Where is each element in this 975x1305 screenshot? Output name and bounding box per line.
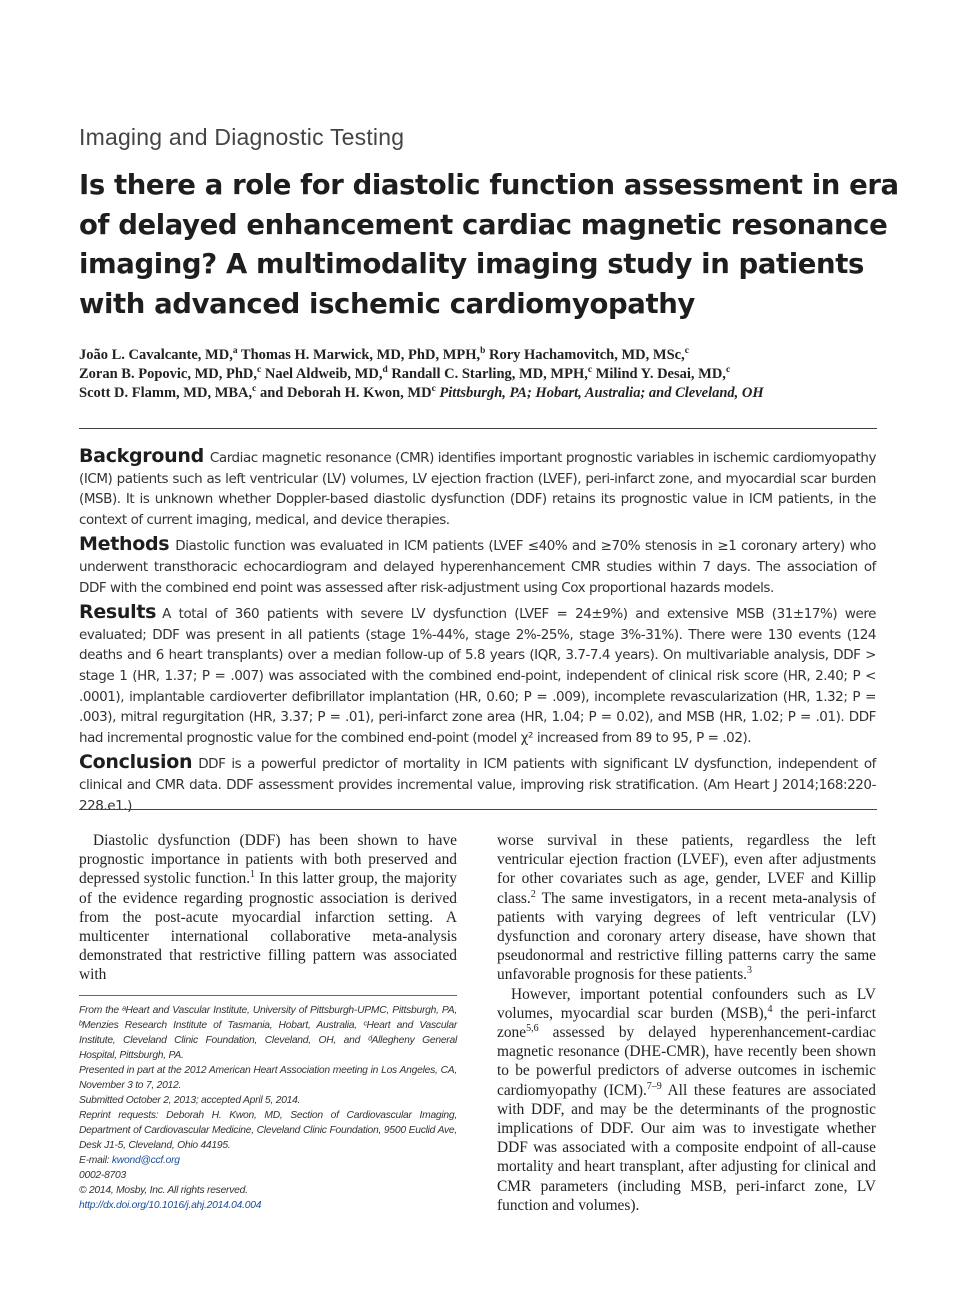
affiliation-marker: c: [257, 365, 262, 376]
email-link[interactable]: kwond@ccf.org: [111, 1155, 180, 1166]
abstract-heading: Background: [79, 445, 204, 467]
abstract-text: Diastolic function was evaluated in ICM patients (LVEF ≤40% and ≥70% stenosis in ≥1 coronary artery) who underwent transthoracic echocardiogram and delayed hyperenhancement CMR studies within 7 days. The association of DDF with the combined end point was assessed after risk-adjustment using Cox proportional hazards models.: [79, 538, 876, 596]
reference-marker[interactable]: 7–9: [646, 1080, 662, 1092]
abstract-text: A total of 360 patients with severe LV dysfunction (LVEF = 24±9%) and extensive MSB (31±17%) were evaluated; DDF was present in all patients (stage 1%-44%, stage 2%-25%, stage 3%-31%). There were 130 events (124 deaths and 6 heart transplants) over a median follow-up of 5.8 years (IQR, 3.7-7.4 years). On multivariable analysis, DDF > stage 1 (HR, 1.37; P = .007) was associated with the combined end-point, independent of clinical risk score (HR, 2.40; P < .0001), implantable cardioverter defibrillator implantation (HR, 0.60; P = .009), incomplete revascularization (HR, 1.32; P = .003), mitral regurgitation (HR, 3.37; P = .01), peri-infarct zone area (HR, 1.04; P = 0.02), and MSB (HR, 1.02; P = .01). DDF had incremental prognostic value for the combined end-point (model χ² increased from 89 to 95, P = .02).: [79, 606, 876, 746]
author-name: Thomas H. Marwick, MD, PhD, MPH,: [237, 347, 481, 363]
footnotes: [79, 1003, 457, 1213]
section-label: Imaging and Diagnostic Testing: [79, 124, 405, 150]
reference-marker[interactable]: 1: [250, 869, 256, 881]
body-text: However, important potential confounders such as LV volumes, myocardial scar burden (MSB),: [497, 985, 876, 1022]
abstract-results: [79, 602, 876, 748]
author-name: João L. Cavalcante, MD,: [79, 347, 233, 363]
doi-link[interactable]: http://dx.doi.org/10.1016/j.ahj.2014.04.004: [79, 1200, 262, 1211]
footnote-email: [79, 1153, 457, 1168]
author-name: Zoran B. Popovic, MD, PhD,: [79, 366, 258, 382]
reference-marker[interactable]: 3: [747, 965, 753, 977]
reference-marker[interactable]: 5,6: [526, 1022, 539, 1034]
article-title: Is there a role for diastolic function assessment in era of delayed enhancement cardiac magnetic resonance imaging? A multimodality imaging study in patients with advanced ischemic cardiomyopathy: [79, 169, 899, 320]
abstract-text: DDF is a powerful predictor of mortality in ICM patients with significant LV dysfunction, independent of clinical and CMR data. DDF assessment provides incremental value, improving risk stratification. (Am Heart J 2014;168:220-228.e1.): [79, 756, 876, 814]
abstract-heading: Conclusion: [79, 751, 193, 774]
abstract-background: [79, 446, 876, 530]
affiliation-marker: a: [232, 346, 238, 357]
author-name: Milind Y. Desai, MD,: [592, 366, 726, 382]
reference-marker[interactable]: 2: [530, 888, 536, 900]
author-name: and Deborah H. Kwon, MD: [256, 385, 432, 401]
body-text: All these features are associated with DDF, and may be the determinants of the prognostic implications of DDF. Our aim was to investigate whether DDF was associated with a composite endpoint of all-cause mortality and heart transplant, after adjusting for clinical and CMR parameters (including MSB, peri-infarct zone, LV function and volumes).: [497, 1081, 877, 1214]
affiliation-marker: c: [684, 346, 689, 357]
abstract-heading: Results: [79, 601, 157, 624]
body-column-left: [79, 831, 457, 985]
affiliation-marker: b: [480, 346, 486, 357]
footnote-submitted: Submitted October 2, 2013; accepted April 5, 2014.: [79, 1095, 301, 1106]
body-column-right: [497, 831, 876, 1215]
affiliation-marker: c: [252, 384, 257, 395]
affiliation-marker: c: [725, 365, 731, 376]
footnote-affiliations: From the ᵃHeart and Vascular Institute, University of Pittsburgh-UPMC, Pittsburgh, PA, ᵇMenzies Research Institute of Tasmania, Hobart, Australia, ᶜHeart and Vascular Institute, Cleveland Clinic Foundation, Cleveland, OH, and ᵈAllegheny General Hospital, Pittsburgh, PA.: [79, 1005, 457, 1061]
abstract: [79, 446, 876, 820]
abstract-top-rule: [79, 428, 877, 429]
body-text: worse survival in these patients, regardless the left ventricular ejection fraction (LVEF), even after adjustments for other covariates such as age, gender, LVEF and Killip class.: [497, 832, 876, 907]
abstract-conclusion: [79, 752, 876, 816]
affiliation-marker: c: [431, 384, 436, 395]
body-paragraph: [497, 985, 876, 1215]
footnote-reprint: Reprint requests: Deborah H. Kwon, MD, Section of Cardiovascular Imaging, Department of Cardiovascular Medicine, Cleveland Clinic Foundation, 9500 Euclid Ave, Desk J1-5, Cleveland, Ohio 44195.: [79, 1110, 457, 1151]
author-locations: Pittsburgh, PA; Hobart, Australia; and Cleveland, OH: [435, 385, 764, 401]
abstract-bottom-rule: [79, 809, 877, 810]
abstract-text: Cardiac magnetic resonance (CMR) identifies important prognostic variables in ischemic cardiomyopathy (ICM) patients such as left ventricular (LV) volumes, LV ejection fraction (LVEF), peri-infarct zone, and myocardial scar burden (MSB). It is unknown whether Doppler-based diastolic dysfunction (DDF) retains its prognostic value in ICM patients, in the context of current imaging, medical, and device therapies.: [79, 450, 876, 528]
affiliation-marker: d: [382, 365, 388, 376]
body-text: assessed by delayed hyperenhancement-cardiac magnetic resonance (DHE-CMR), have recently been shown to be powerful predictors of adverse outcomes in ischemic cardiomyopathy (ICM).: [497, 1024, 876, 1099]
reference-marker[interactable]: 4: [767, 1003, 773, 1015]
abstract-heading: Methods: [79, 533, 170, 556]
footnote-issn: 0002-8703: [79, 1170, 126, 1181]
author-name: Nael Aldweib, MD,: [261, 366, 383, 382]
footnote-copyright: © 2014, Mosby, Inc. All rights reserved.: [79, 1185, 248, 1196]
author-name: Randall C. Starling, MD, MPH,: [387, 366, 588, 382]
footnote-presented: Presented in part at the 2012 American Heart Association meeting in Los Angeles, CA, November 3 to 7, 2012.: [79, 1065, 457, 1091]
author-name: Scott D. Flamm, MD, MBA,: [79, 385, 253, 401]
body-paragraph: [79, 831, 457, 985]
body-paragraph: [497, 831, 876, 985]
affiliation-marker: c: [587, 365, 593, 376]
footnote-rule: [79, 995, 457, 996]
body-text: The same investigators, in a recent meta-analysis of patients with varying degrees of left ventricular (LV) dysfunction and coronary artery disease, have shown that pseudonormal and restrictive filling patterns carry the same unfavorable prognosis for these patients.: [497, 889, 876, 984]
author-name: Rory Hachamovitch, MD, MSc,: [485, 347, 685, 363]
body-text: the peri-infarct zone: [497, 1004, 876, 1042]
author-list: [79, 346, 879, 403]
email-label: E-mail:: [79, 1155, 112, 1166]
body-text: Diastolic dysfunction (DDF) has been shown to have prognostic importance in patients with both preserved and depressed systolic function.: [79, 832, 457, 888]
body-text: In this latter group, the majority of the evidence regarding prognostic association is derived from the post-acute myocardial infarction setting. A multicenter international collaborative meta-analysis demonstrated that restrictive filling pattern was associated with: [79, 870, 457, 984]
abstract-methods: [79, 534, 876, 598]
